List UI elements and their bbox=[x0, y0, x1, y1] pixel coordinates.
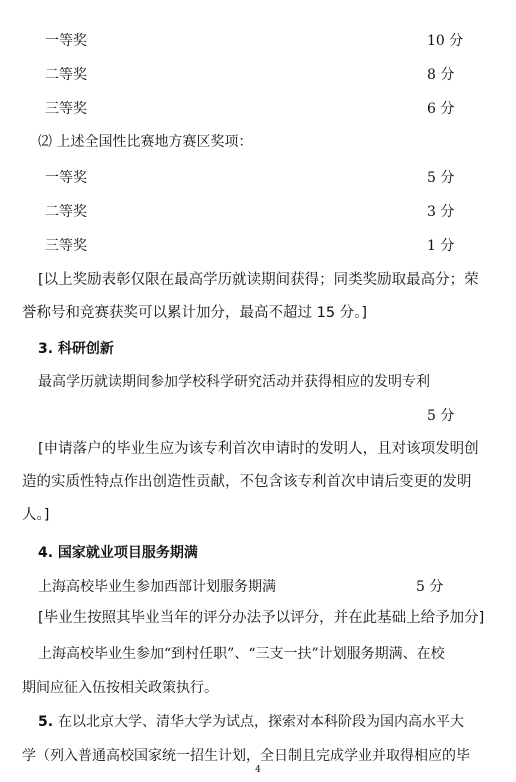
regional-score-third: 1 分 bbox=[427, 238, 455, 254]
award-label-first: 一等奖 bbox=[45, 33, 87, 49]
regional-label-third: 三等奖 bbox=[45, 238, 87, 254]
regional-award-intro: ⑵ 上述全国性比赛地方赛区奖项： bbox=[38, 134, 253, 150]
award-score-first: 10 分 bbox=[427, 33, 464, 49]
regional-score-first: 5 分 bbox=[427, 170, 455, 186]
patent-item-score: 5 分 bbox=[427, 408, 455, 424]
western-program-text: 上海高校毕业生参加西部计划服务期满 bbox=[38, 579, 276, 595]
award-score-second: 8 分 bbox=[427, 67, 455, 83]
scoring-note: [毕业生按照其毕业当年的评分办法予以评分，并在此基础上给予加分] bbox=[38, 610, 485, 626]
section-5-line-1: 在以北京大学、清华大学为试点，探索对本科阶段为国内高水平大 bbox=[58, 714, 464, 730]
regional-label-second: 二等奖 bbox=[45, 204, 87, 220]
award-label-second: 二等奖 bbox=[45, 67, 87, 83]
regional-label-first: 一等奖 bbox=[45, 170, 87, 186]
patent-note-line-3: 人。] bbox=[22, 507, 50, 523]
award-note-line-2: 誉称号和竞赛获奖可以累计加分，最高不超过 15 分。] bbox=[22, 305, 368, 321]
village-program-line-2: 期间应征入伍按相关政策执行。 bbox=[22, 680, 218, 696]
section-5-line-2: 学（列入普通高校国家统一招生计划，全日制且完成学业并取得相应的毕 bbox=[22, 748, 470, 764]
section-3-heading: 3. 科研创新 bbox=[38, 341, 114, 357]
patent-note-line-2: 造的实质性特点作出创造性贡献，不包含该专利首次申请后变更的发明 bbox=[22, 474, 472, 490]
western-program-score: 5 分 bbox=[416, 579, 444, 595]
award-label-third: 三等奖 bbox=[45, 101, 87, 117]
award-score-third: 6 分 bbox=[427, 101, 455, 117]
regional-score-second: 3 分 bbox=[427, 204, 455, 220]
page-number: 4 bbox=[255, 765, 261, 775]
patent-item-text: 最高学历就读期间参加学校科学研究活动并获得相应的发明专利 bbox=[38, 374, 430, 390]
patent-note-line-1: [申请落户的毕业生应为该专利首次申请时的发明人，且对该项发明创 bbox=[38, 441, 479, 457]
village-program-line-1: 上海高校毕业生参加“到村任职”、“三支一扶”计划服务期满、在校 bbox=[38, 646, 445, 662]
award-note-line-1: [以上奖励表彰仅限在最高学历就读期间获得；同类奖励取最高分；荣 bbox=[38, 272, 479, 288]
section-4-heading: 4. 国家就业项目服务期满 bbox=[38, 545, 198, 561]
section-5-number: 5. bbox=[38, 714, 54, 730]
